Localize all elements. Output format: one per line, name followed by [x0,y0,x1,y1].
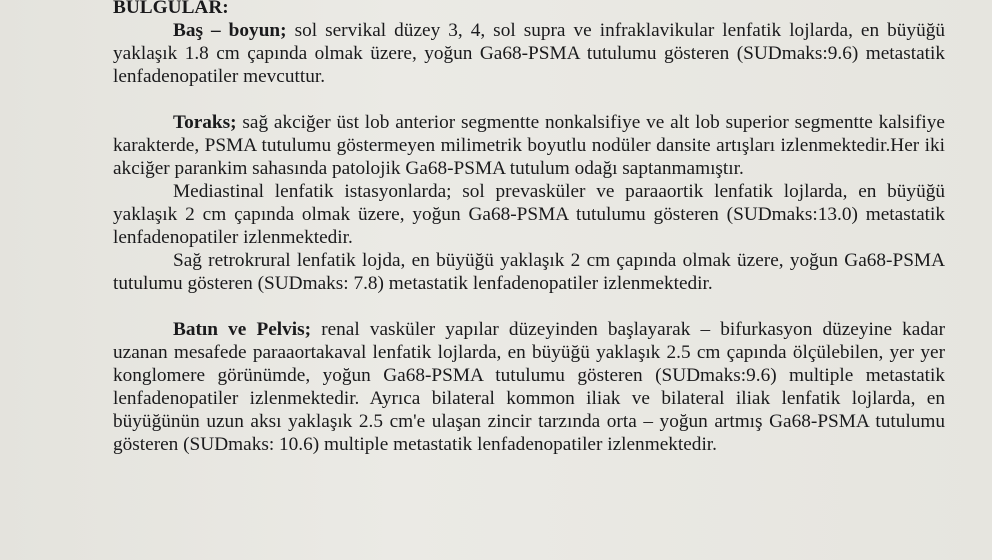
section-thorax [113,111,945,180]
section-abdomen-pelvis-text: renal vasküler yapılar düzeyinden başlayarak – bifurkasyon düzeyine kadar uzanan mesafede paraaortakaval lenfatik lojlarda, en büyüğü yaklaşık 2.5 cm çapında ölçülebilen, yer yer konglomere görünümde, yoğun Ga68-PSMA tutulumu gösteren (SUDmaks:9.6) multiple metastatik lenfadenopatiler izlenmektedir. Ayrıca bilateral kommon iliak ve bilateral iliak lenfatik lojlarda, en büyüğünün uzun aksı yaklaşık 2.5 cm'e ulaşan zincir tarzında orta – yoğun artmış Ga68-PSMA tutulumu gösteren (SUDmaks: 10.6) multiple metastatik lenfadenopatiler izlenmektedir. [113,319,945,455]
section-abdomen-pelvis [113,318,945,456]
section-head-neck-title: Baş – boyun; [173,20,287,41]
section-thorax-title: Toraks; [173,112,237,133]
section-head-neck [113,19,945,88]
paragraph-mediastinal: Mediastinal lenfatik istasyonlarda; sol prevasküler ve paraaortik lenfatik lojlarda, en büyüğü yaklaşık 2 cm çapında olmak üzere, yoğun Ga68-PSMA tutulumu gösteren (SUDmaks:13.0) metastatik lenfadenopatiler izlenmektedir. [113,181,945,248]
findings-heading: BULGULAR: [113,0,229,18]
report-body [113,0,945,456]
section-thorax-text: sağ akciğer üst lob anterior segmentte nonkalsifiye ve alt lob superior segmentte kalsifiye karakterde, PSMA tutulumu göstermeyen milimetrik boyutlu nodüler dansite artışları izlenmektedir.Her iki akciğer parankim sahasında patolojik Ga68-PSMA tutulum odağı saptanmamıştır. [113,112,945,179]
paragraph-retrocrural: Sağ retrokrural lenfatik lojda, en büyüğü yaklaşık 2 cm çapında olmak üzere, yoğun Ga68-PSMA tutulumu gösteren (SUDmaks: 7.8) metastatik lenfadenopatiler izlenmektedir. [113,250,945,294]
section-head-neck-text: sol servikal düzey 3, 4, sol supra ve infraklavikular lenfatik lojlarda, en büyüğü yaklaşık 1.8 cm çapında olmak üzere, yoğun Ga68-PSMA tutulumu gösteren (SUDmaks:9.6) metastatik lenfadenopatiler mevcuttur. [113,20,945,87]
section-abdomen-pelvis-title: Batın ve Pelvis; [173,319,312,340]
